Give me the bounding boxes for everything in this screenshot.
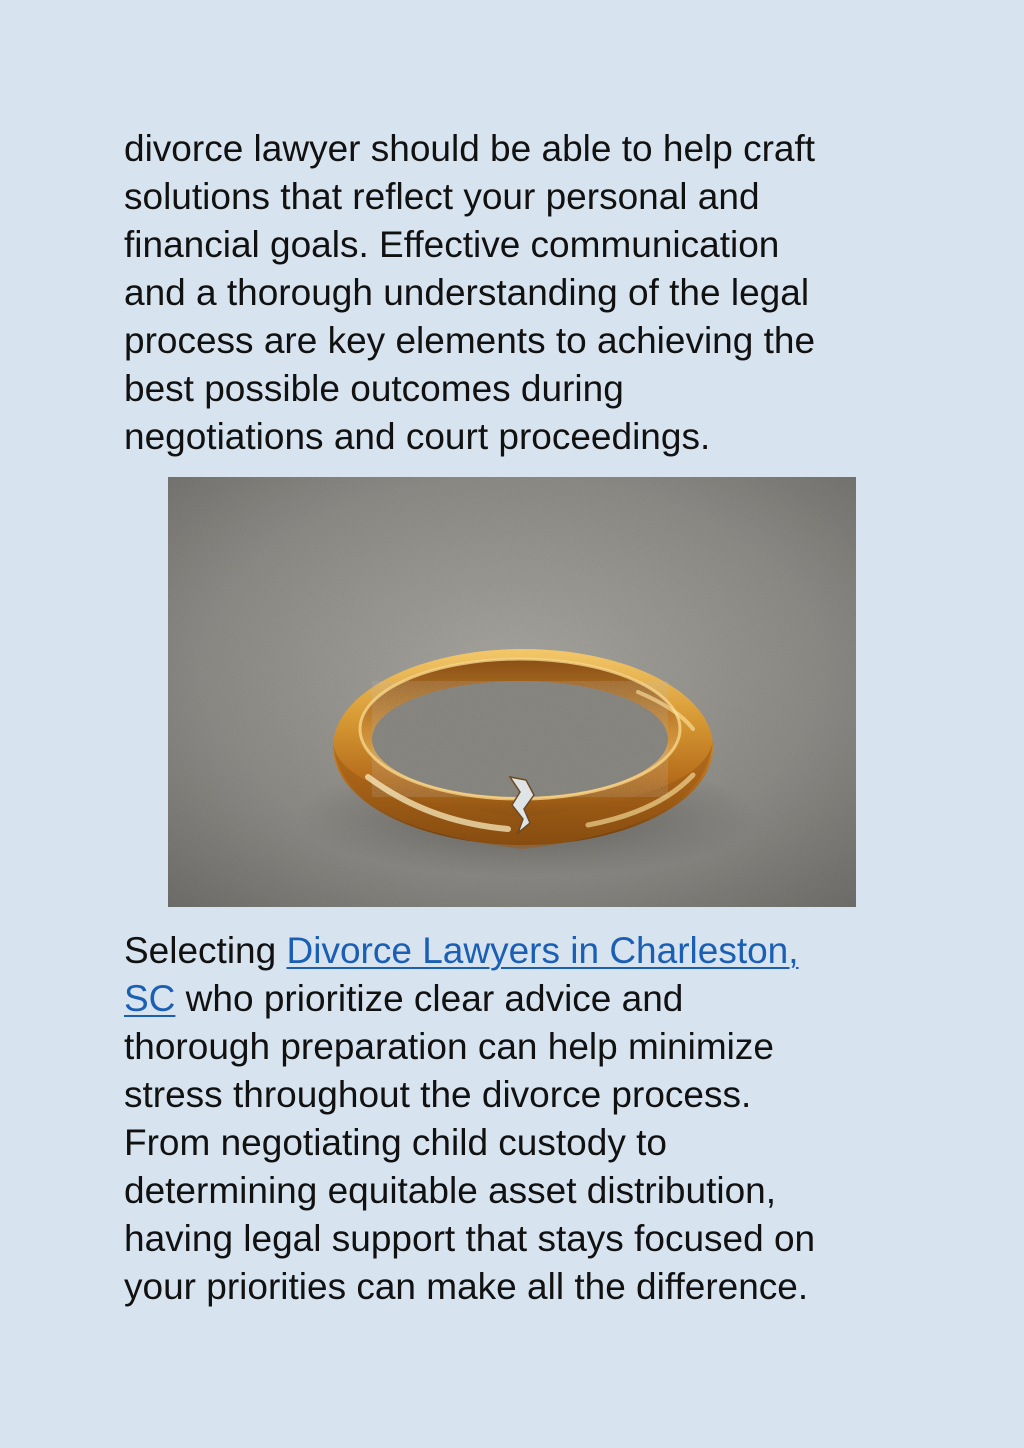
text-line: your priorities can make all the difference. xyxy=(124,1266,809,1307)
paragraph-intro xyxy=(124,125,914,461)
text-line xyxy=(124,975,914,1023)
text-line: solutions that reflect your personal and xyxy=(124,176,760,217)
text-line: financial goals. Effective communication xyxy=(124,224,780,265)
charleston-lawyers-link-continued[interactable]: SC xyxy=(124,978,176,1019)
text-line: thorough preparation can help minimize xyxy=(124,1026,774,1067)
text-line: negotiations and court proceedings. xyxy=(124,416,711,457)
text-line: and a thorough understanding of the legal xyxy=(124,272,810,313)
text-line: process are key elements to achieving the xyxy=(124,320,816,361)
text-line: best possible outcomes during xyxy=(124,368,624,409)
ring-image xyxy=(168,477,856,907)
text-line: having legal support that stays focused on xyxy=(124,1218,816,1259)
text-line xyxy=(124,927,914,975)
text-line: divorce lawyer should be able to help craft xyxy=(124,128,816,169)
text-segment: Selecting xyxy=(124,930,287,971)
text-line: stress throughout the divorce process. xyxy=(124,1074,752,1115)
text-segment: who prioritize clear advice and xyxy=(175,978,684,1019)
paragraph-selecting xyxy=(124,927,914,1311)
text-line: determining equitable asset distribution, xyxy=(124,1170,776,1211)
charleston-lawyers-link[interactable]: Divorce Lawyers in Charleston, xyxy=(286,930,799,971)
broken-ring-photo xyxy=(168,477,856,907)
text-line: From negotiating child custody to xyxy=(124,1122,667,1163)
